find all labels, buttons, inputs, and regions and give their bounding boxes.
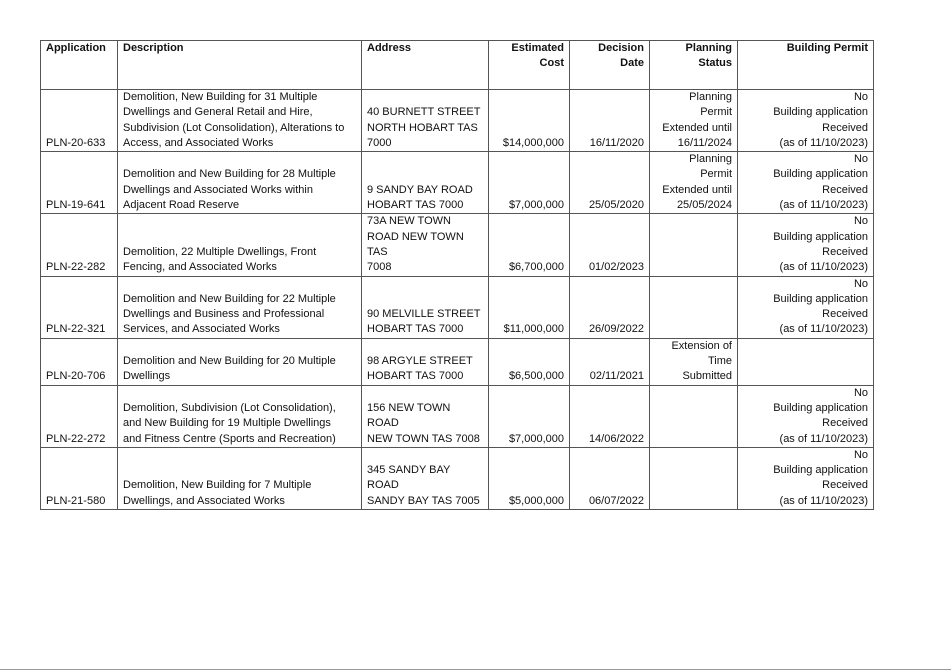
header-row: [41, 41, 874, 90]
cell-planning-status-line: Extension of: [671, 339, 732, 352]
cell-description: [118, 447, 362, 509]
cell-decision-date: 16/11/2020: [570, 90, 650, 152]
page-bottom-rule: [0, 669, 951, 670]
cell-planning-status-line: Planning: [689, 153, 732, 166]
cell-address-line: 156 NEW TOWN ROAD: [367, 401, 451, 430]
cell-address-line: SANDY BAY TAS 7005: [367, 494, 480, 507]
cell-description: [118, 214, 362, 276]
cell-address-line: 345 SANDY BAY ROAD: [367, 464, 451, 492]
table-row: [41, 214, 874, 276]
header-estimated-cost-line: Estimated: [511, 42, 564, 54]
cell-description-line: Demolition, Subdivision (Lot Consolidation),: [123, 401, 336, 414]
cell-building-permit-line: (as of 11/10/2023): [779, 199, 868, 212]
header-building-permit: Building Permit: [738, 41, 874, 90]
cell-building-permit-line: Received: [822, 308, 868, 321]
cell-address-line: 7008: [367, 261, 392, 274]
cell-decision-date: 02/11/2021: [570, 338, 650, 385]
cell-description-line: Subdivision (Lot Consolidation), Alterations to: [123, 121, 345, 134]
cell-building-permit-line: No: [853, 153, 868, 166]
cell-building-permit: [738, 447, 874, 509]
cell-description-line: Adjacent Road Reserve: [123, 199, 240, 212]
header-decision-date: [570, 41, 650, 90]
table-row: [41, 276, 874, 338]
cell-decision-date: 01/02/2023: [570, 214, 650, 276]
cell-description-line: Fencing, and Associated Works: [123, 261, 277, 274]
cell-building-permit-line: Received: [822, 121, 868, 134]
cell-application: PLN-22-282: [41, 214, 118, 276]
table-row: [41, 385, 874, 447]
cell-building-permit-line: Received: [822, 417, 868, 430]
header-planning-status: [650, 41, 738, 90]
cell-planning-status: [650, 214, 738, 276]
cell-building-permit: [738, 152, 874, 214]
cell-estimated-cost: $6,700,000: [489, 214, 570, 276]
cell-address-line: HOBART TAS 7000: [367, 370, 464, 383]
cell-building-permit-line: (as of 11/10/2023): [779, 323, 868, 336]
cell-building-permit-line: (as of 11/10/2023): [779, 261, 868, 274]
planning-applications-table: [40, 40, 874, 510]
cell-building-permit: [738, 90, 874, 152]
cell-building-permit: [738, 276, 874, 338]
cell-building-permit-line: No: [853, 277, 868, 290]
table-body: [41, 90, 874, 510]
cell-address: [362, 152, 489, 214]
cell-description: [118, 338, 362, 385]
cell-building-permit-line: Received: [822, 183, 868, 196]
cell-application: PLN-22-272: [41, 385, 118, 447]
cell-building-permit-line: Building application: [773, 168, 868, 181]
cell-planning-status-line: Permit: [700, 106, 732, 119]
cell-planning-status-line: 16/11/2024: [677, 136, 732, 149]
cell-address: [362, 276, 489, 338]
cell-building-permit-line: Building application: [773, 464, 868, 477]
cell-decision-date: 25/05/2020: [570, 152, 650, 214]
cell-estimated-cost: $7,000,000: [489, 385, 570, 447]
cell-address: [362, 90, 489, 152]
cell-application: PLN-21-580: [41, 447, 118, 509]
cell-decision-date: 14/06/2022: [570, 385, 650, 447]
cell-planning-status: [650, 90, 738, 152]
header-address: Address: [362, 41, 489, 90]
cell-description: [118, 90, 362, 152]
cell-description-line: Demolition and New Building for 22 Multiple: [123, 292, 336, 305]
cell-address-line: 9 SANDY BAY ROAD: [367, 183, 473, 196]
cell-address-line: HOBART TAS 7000: [367, 199, 464, 212]
cell-address: [362, 338, 489, 385]
cell-address-line: 7000: [367, 136, 392, 149]
header-decision-date-line: Date: [620, 57, 644, 70]
header-decision-date-line: Decision: [598, 42, 644, 54]
cell-planning-status-line: 25/05/2024: [676, 199, 732, 212]
cell-description-line: Dwellings, and Associated Works: [123, 494, 285, 507]
cell-building-permit-line: Received: [822, 245, 868, 258]
table-row: [41, 338, 874, 385]
cell-estimated-cost: $14,000,000: [489, 90, 570, 152]
cell-address-line: HOBART TAS 7000: [367, 323, 464, 336]
header-application: Application: [41, 41, 118, 90]
cell-planning-status: [650, 385, 738, 447]
header-planning-status-line: Planning: [685, 42, 732, 54]
cell-planning-status: [650, 447, 738, 509]
cell-planning-status-line: Permit: [700, 168, 732, 181]
cell-description-line: Dwellings and Business and Professional: [123, 308, 325, 321]
cell-description-line: Demolition, New Building for 7 Multiple: [123, 479, 312, 492]
header-estimated-cost-line: Cost: [539, 57, 564, 70]
cell-decision-date: 26/09/2022: [570, 276, 650, 338]
cell-description-line: Demolition, New Building for 31 Multiple: [123, 91, 318, 103]
cell-description-line: Demolition, 22 Multiple Dwellings, Front: [123, 245, 317, 258]
cell-description: [118, 276, 362, 338]
cell-description-line: and Fitness Centre (Sports and Recreation): [123, 432, 336, 445]
cell-planning-status-line: Time: [707, 355, 732, 368]
cell-address-line: NORTH HOBART TAS: [367, 121, 478, 134]
cell-application: PLN-19-641: [41, 152, 118, 214]
cell-planning-status-line: Submitted: [682, 370, 732, 383]
cell-building-permit-line: (as of 11/10/2023): [779, 432, 868, 445]
cell-application: PLN-20-706: [41, 338, 118, 385]
cell-description-line: and New Building for 19 Multiple Dwellings: [123, 417, 331, 430]
cell-building-permit-line: No: [853, 91, 868, 103]
header-estimated-cost: [489, 41, 570, 90]
cell-description: [118, 152, 362, 214]
cell-address-line: ROAD NEW TOWN TAS: [367, 230, 464, 258]
cell-estimated-cost: $11,000,000: [489, 276, 570, 338]
cell-building-permit-line: No: [853, 386, 868, 399]
cell-address-line: 98 ARGYLE STREET: [367, 355, 473, 368]
cell-building-permit-line: Building application: [773, 230, 868, 243]
cell-estimated-cost: $5,000,000: [489, 447, 570, 509]
cell-building-permit-line: (as of 11/10/2023): [779, 494, 868, 507]
cell-building-permit-line: Building application: [773, 292, 868, 305]
cell-planning-status: [650, 338, 738, 385]
cell-building-permit: [738, 338, 874, 385]
cell-estimated-cost: $6,500,000: [489, 338, 570, 385]
header-planning-status-line: Status: [698, 57, 732, 70]
cell-building-permit-line: No: [853, 448, 868, 461]
cell-estimated-cost: $7,000,000: [489, 152, 570, 214]
cell-planning-status-line: Extended until: [662, 121, 732, 134]
cell-description-line: Services, and Associated Works: [123, 323, 280, 336]
table-row: [41, 90, 874, 152]
cell-description: [118, 385, 362, 447]
table-row: [41, 447, 874, 509]
cell-building-permit-line: Received: [822, 479, 868, 492]
cell-address-line: NEW TOWN TAS 7008: [367, 432, 480, 445]
cell-description-line: Demolition and New Building for 28 Multiple: [123, 168, 336, 181]
cell-application: PLN-20-633: [41, 90, 118, 152]
cell-building-permit: [738, 214, 874, 276]
cell-building-permit-line: Building application: [773, 401, 868, 414]
cell-address-line: 73A NEW TOWN: [367, 215, 451, 228]
cell-application: PLN-22-321: [41, 276, 118, 338]
cell-building-permit: [738, 385, 874, 447]
cell-address-line: 40 BURNETT STREET: [367, 106, 481, 119]
cell-description-line: Dwellings and Associated Works within: [123, 183, 313, 196]
cell-planning-status: [650, 152, 738, 214]
cell-description-line: Dwellings and General Retail and Hire,: [123, 106, 313, 119]
cell-planning-status-line: Planning: [689, 91, 732, 103]
table-row: [41, 152, 874, 214]
cell-decision-date: 06/07/2022: [570, 447, 650, 509]
cell-description-line: Demolition and New Building for 20 Multiple: [123, 355, 336, 368]
cell-address-line: 90 MELVILLE STREET: [367, 308, 481, 321]
cell-planning-status: [650, 276, 738, 338]
cell-address: [362, 385, 489, 447]
header-description: Description: [118, 41, 362, 90]
cell-description-line: Access, and Associated Works: [123, 136, 274, 149]
cell-address: [362, 447, 489, 509]
cell-address: [362, 214, 489, 276]
cell-building-permit-line: (as of 11/10/2023): [779, 136, 868, 149]
cell-planning-status-line: Extended until: [662, 183, 732, 196]
cell-description-line: Dwellings: [123, 370, 171, 383]
cell-building-permit-line: No: [853, 215, 868, 228]
cell-building-permit-line: Building application: [773, 106, 868, 119]
